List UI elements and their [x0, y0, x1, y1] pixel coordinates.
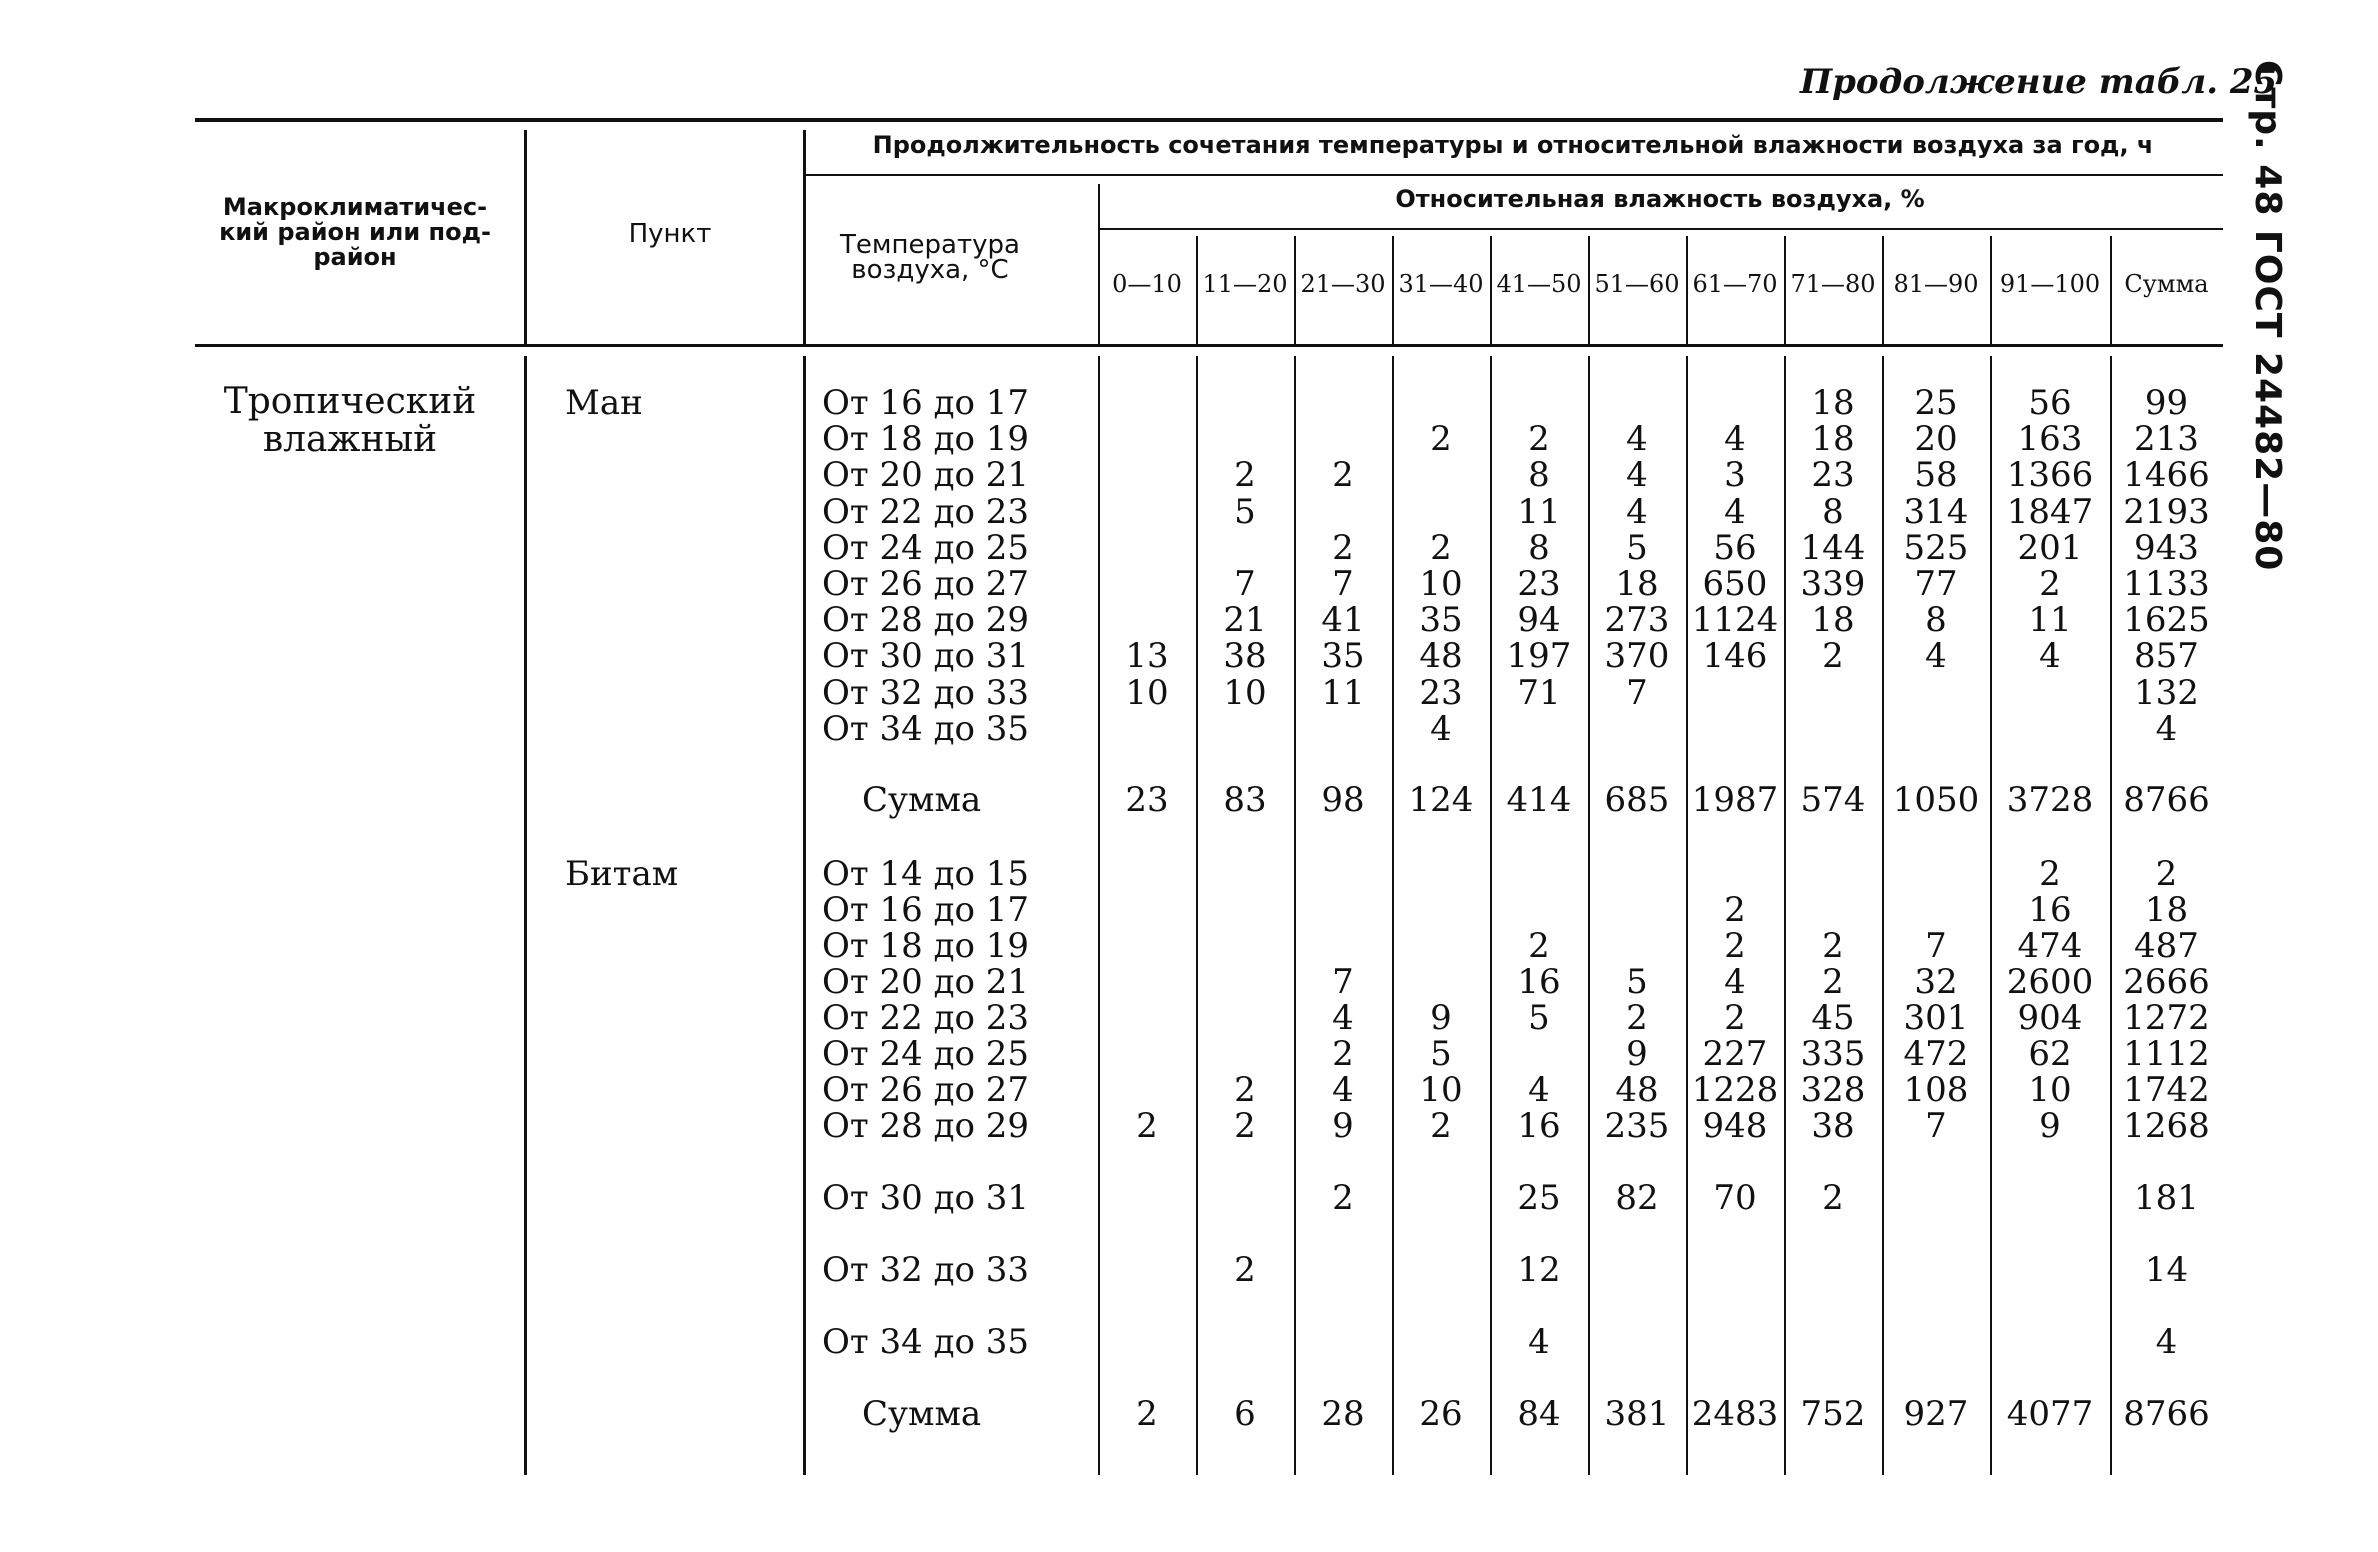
- temperature-range: От 24 до 25: [822, 1034, 1030, 1074]
- table-cell: 8: [1528, 455, 1550, 496]
- table-cell: 4: [2155, 708, 2178, 749]
- table-cell: 83: [1223, 780, 1267, 820]
- table-cell: 12: [1517, 1250, 1561, 1290]
- table-cell: 201: [2017, 527, 2083, 568]
- sum-label: Сумма: [862, 1394, 982, 1434]
- table-cell: 84: [1517, 1394, 1561, 1434]
- temperature-range: От 34 до 35: [822, 1322, 1030, 1362]
- table-cell: 3728: [2006, 780, 2094, 820]
- table-cell: 9: [2039, 1106, 2061, 1146]
- table-cell: 4: [1626, 491, 1648, 532]
- table-cell: 4: [1724, 419, 1746, 460]
- table-cell: 20: [1914, 419, 1958, 460]
- temperature-range: От 24 до 25: [822, 527, 1030, 568]
- main-header: Продолжительность сочетания температуры и относительной влажности воздуха за год, ч: [872, 131, 2154, 159]
- column-header: 0—10: [1112, 270, 1182, 298]
- sum-row: [0, 1396, 2378, 1432]
- table-cell: 335: [1800, 1034, 1866, 1074]
- table-cell: 146: [1702, 636, 1768, 677]
- temperature-range: От 18 до 19: [822, 419, 1030, 460]
- table-cell: 10: [1419, 564, 1463, 604]
- temperature-range: От 28 до 29: [822, 1106, 1030, 1146]
- column-header: 51—60: [1594, 270, 1680, 298]
- humidity-header: Относительная влажность воздуха, %: [1395, 185, 1925, 213]
- table-cell: 2: [1528, 926, 1550, 966]
- table-cell: 77: [1914, 564, 1958, 604]
- station-header: Пункт: [628, 219, 712, 249]
- column-header: 61—70: [1692, 270, 1778, 298]
- table-row: [0, 708, 2378, 749]
- table-cell: 1133: [2123, 564, 2210, 604]
- table-cell: 301: [1903, 998, 1969, 1038]
- temperature-range: От 20 до 21: [822, 962, 1030, 1002]
- temperature-range: От 14 до 15: [822, 854, 1030, 894]
- main-header-rule: [805, 174, 2223, 176]
- region-header: Макроклиматичес-кий район или под-район: [219, 193, 491, 271]
- table-cell: 16: [1517, 962, 1561, 1002]
- table-cell: 2: [1430, 1106, 1452, 1146]
- table-cell: 1228: [1691, 1070, 1779, 1110]
- table-cell: 25: [1914, 383, 1958, 423]
- table-cell: 10: [2028, 1070, 2072, 1110]
- column-divider: [1294, 236, 1296, 344]
- column-header: 11—20: [1202, 270, 1288, 298]
- header-bottom-rule: [195, 344, 2223, 347]
- table-cell: 2600: [2006, 962, 2094, 1002]
- table-cell: 2: [1234, 1106, 1256, 1146]
- column-divider: [2110, 236, 2112, 344]
- table-cell: 2: [1332, 527, 1354, 568]
- table-cell: 235: [1604, 1106, 1670, 1146]
- table-cell: 314: [1903, 491, 1969, 532]
- sidebar-label: Стр. 48 ГОСТ 24482—80: [2247, 60, 2288, 572]
- temperature-range: От 22 до 23: [822, 491, 1030, 532]
- table-cell: 4: [1528, 1070, 1550, 1110]
- table-cell: 2483: [1691, 1394, 1779, 1434]
- table-cell: 525: [1903, 527, 1969, 568]
- table-cell: 21: [1223, 600, 1267, 641]
- column-header: 31—40: [1398, 270, 1484, 298]
- table-cell: 2: [1724, 890, 1746, 930]
- temperature-range: От 30 до 31: [822, 1178, 1030, 1218]
- table-cell: 4: [2155, 1322, 2178, 1362]
- table-cell: 4: [1626, 419, 1648, 460]
- column-divider: [1990, 236, 1992, 344]
- temperature-range: От 20 до 21: [822, 455, 1030, 496]
- table-cell: 339: [1800, 564, 1866, 604]
- table-cell: 2: [2155, 854, 2178, 894]
- table-cell: 7: [1332, 962, 1354, 1002]
- table-cell: 5: [1626, 527, 1648, 568]
- table-cell: 943: [2134, 527, 2199, 568]
- temperature-range: От 16 до 17: [822, 383, 1030, 423]
- table-cell: 38: [1811, 1106, 1855, 1146]
- table-cell: 4: [1925, 636, 1947, 677]
- column-divider: [1196, 236, 1198, 344]
- table-cell: 9: [1430, 998, 1452, 1038]
- table-cell: 18: [1615, 564, 1659, 604]
- table-row: [0, 1000, 2378, 1036]
- table-cell: 18: [1811, 600, 1855, 641]
- table-cell: 23: [1419, 672, 1463, 713]
- table-cell: 7: [1234, 564, 1256, 604]
- table-row: [0, 964, 2378, 1000]
- table-row: [0, 527, 2378, 568]
- table-row: [0, 1108, 2378, 1144]
- table-cell: 32: [1914, 962, 1958, 1002]
- table-cell: 1742: [2123, 1070, 2210, 1110]
- table-cell: 45: [1811, 998, 1855, 1038]
- temperature-range: От 32 до 33: [822, 672, 1030, 713]
- table-cell: 8: [1822, 491, 1844, 532]
- table-cell: 4: [1626, 455, 1648, 496]
- table-cell: 197: [1506, 636, 1572, 677]
- table-cell: 98: [1321, 780, 1365, 820]
- temperature-range: От 26 до 27: [822, 564, 1030, 604]
- table-cell: 227: [1702, 1034, 1768, 1074]
- table-cell: 144: [1800, 527, 1866, 568]
- table-cell: 1268: [2123, 1106, 2210, 1146]
- table-row: [0, 566, 2378, 602]
- table-row: [0, 672, 2378, 713]
- table-cell: 6: [1234, 1394, 1256, 1434]
- table-cell: 26: [1419, 1394, 1463, 1434]
- table-cell: 2: [1822, 926, 1844, 966]
- table-cell: 2: [1528, 419, 1550, 460]
- table-cell: 487: [2134, 926, 2199, 966]
- table-cell: 5: [1528, 998, 1550, 1038]
- temperature-range: От 18 до 19: [822, 926, 1030, 966]
- column-divider: [803, 130, 806, 344]
- table-cell: 23: [1517, 564, 1561, 604]
- table-cell: 752: [1800, 1394, 1866, 1434]
- table-cell: 99: [2144, 383, 2189, 423]
- table-cell: 1366: [2006, 455, 2094, 496]
- table-cell: 927: [1903, 1394, 1969, 1434]
- table-cell: 62: [2028, 1034, 2072, 1074]
- table-cell: 25: [1517, 1178, 1561, 1218]
- table-cell: 48: [1615, 1070, 1659, 1110]
- table-cell: 2: [1822, 1178, 1844, 1218]
- temperature-range: От 34 до 35: [822, 708, 1030, 749]
- table-cell: 1124: [1691, 600, 1779, 641]
- table-cell: 18: [2144, 890, 2189, 930]
- table-cell: 124: [1408, 780, 1474, 820]
- station-name: Битам: [565, 854, 679, 894]
- table-cell: 4: [1528, 1322, 1550, 1362]
- table-cell: 2: [1234, 1070, 1256, 1110]
- table-row: [0, 491, 2378, 532]
- table-cell: 35: [1419, 600, 1463, 641]
- table-row: [0, 856, 2378, 892]
- table-cell: 4: [1332, 998, 1354, 1038]
- column-header: 81—90: [1893, 270, 1979, 298]
- station-name: Ман: [565, 383, 643, 423]
- table-cell: 4077: [2006, 1394, 2094, 1434]
- table-cell: 38: [1223, 636, 1267, 677]
- table-cell: 2: [1234, 1250, 1256, 1290]
- table-cell: 7: [1332, 564, 1354, 604]
- table-cell: 2: [1136, 1394, 1158, 1434]
- column-divider: [524, 130, 527, 344]
- table-cell: 381: [1604, 1394, 1670, 1434]
- table-cell: 94: [1517, 600, 1561, 641]
- column-divider: [1392, 236, 1394, 344]
- column-header: 91—100: [1999, 270, 2101, 298]
- table-cell: 5: [1234, 491, 1256, 532]
- table-row: [0, 600, 2378, 641]
- table-row: [0, 385, 2378, 421]
- table-cell: 2: [1626, 998, 1648, 1038]
- column-divider: [1882, 236, 1884, 344]
- table-cell: 7: [1925, 926, 1947, 966]
- table-cell: 213: [2134, 419, 2199, 460]
- table-cell: 4: [1724, 962, 1746, 1002]
- temperature-range: От 32 до 33: [822, 1250, 1030, 1290]
- table-cell: 16: [2028, 890, 2072, 930]
- table-cell: 4: [1430, 708, 1452, 749]
- table-cell: 685: [1604, 780, 1670, 820]
- temperature-range: От 28 до 29: [822, 600, 1030, 641]
- table-cell: 2: [1332, 455, 1354, 496]
- table-cell: 11: [1321, 672, 1365, 713]
- table-cell: 9: [1626, 1034, 1648, 1074]
- table-cell: 3: [1724, 455, 1746, 496]
- table-cell: 70: [1713, 1178, 1757, 1218]
- table-cell: 2: [2039, 564, 2061, 604]
- table-caption: Продолжение табл. 25: [1800, 62, 2278, 102]
- table-cell: 18: [1811, 419, 1855, 460]
- table-cell: 9: [1332, 1106, 1354, 1146]
- sum-row: [0, 782, 2378, 818]
- table-cell: 2: [1332, 1178, 1354, 1218]
- table-cell: 474: [2017, 926, 2083, 966]
- table-cell: 948: [1702, 1106, 1768, 1146]
- table-row: [0, 1180, 2378, 1216]
- table-cell: 11: [1517, 491, 1561, 532]
- column-header: 21—30: [1300, 270, 1386, 298]
- table-cell: 163: [2017, 419, 2083, 460]
- table-cell: 472: [1903, 1034, 1969, 1074]
- table-cell: 41: [1321, 600, 1365, 641]
- humidity-header-rule: [1098, 228, 2223, 230]
- table-cell: 1050: [1892, 780, 1980, 820]
- table-cell: 8: [1528, 527, 1550, 568]
- column-divider: [1490, 236, 1492, 344]
- table-cell: 2: [1822, 636, 1844, 677]
- table-cell: 8: [1925, 600, 1947, 641]
- table-cell: 2: [1822, 962, 1844, 1002]
- table-cell: 414: [1506, 780, 1572, 820]
- table-cell: 4: [2039, 636, 2061, 677]
- table-cell: 2666: [2123, 962, 2210, 1002]
- table-cell: 1987: [1691, 780, 1779, 820]
- temperature-range: От 16 до 17: [822, 890, 1030, 930]
- table-cell: 2: [2039, 854, 2061, 894]
- temperature-range: От 22 до 23: [822, 998, 1030, 1038]
- table-row: [0, 455, 2378, 496]
- table-row: [0, 1252, 2378, 1288]
- column-divider: [1098, 184, 1100, 344]
- table-row: [0, 1324, 2378, 1360]
- table-cell: 35: [1321, 636, 1365, 677]
- table-cell: 1625: [2123, 600, 2210, 641]
- table-cell: 4: [1724, 491, 1746, 532]
- table-row: [0, 1036, 2378, 1072]
- table-cell: 2: [1724, 926, 1746, 966]
- table-cell: 328: [1800, 1070, 1866, 1110]
- table-cell: 2: [1430, 419, 1452, 460]
- table-cell: 904: [2017, 998, 2083, 1038]
- sum-label: Сумма: [862, 780, 982, 820]
- table-cell: 2: [1332, 1034, 1354, 1074]
- table-cell: 4: [1332, 1070, 1354, 1110]
- column-header: 71—80: [1790, 270, 1876, 298]
- table-cell: 11: [2028, 600, 2072, 641]
- table-cell: 58: [1914, 455, 1958, 496]
- temperature-header: Температура воздуха, °С: [840, 230, 1020, 285]
- table-cell: 82: [1615, 1178, 1659, 1218]
- table-cell: 1847: [2006, 491, 2094, 532]
- table-cell: 28: [1321, 1394, 1365, 1434]
- table-cell: 8766: [2123, 780, 2210, 820]
- table-cell: 2: [1136, 1106, 1158, 1146]
- column-header: Сумма: [2124, 270, 2209, 298]
- table-cell: 56: [1713, 527, 1757, 568]
- table-cell: 10: [1419, 1070, 1463, 1110]
- table-cell: 857: [2134, 636, 2199, 677]
- temperature-range: От 30 до 31: [822, 636, 1030, 677]
- table-cell: 5: [1626, 962, 1648, 1002]
- table-cell: 108: [1903, 1070, 1969, 1110]
- table-cell: 13: [1125, 636, 1169, 677]
- table-cell: 56: [2028, 383, 2072, 423]
- table-cell: 7: [1925, 1106, 1947, 1146]
- table-cell: 370: [1604, 636, 1670, 677]
- table-cell: 2: [1430, 527, 1452, 568]
- table-row: [0, 636, 2378, 677]
- table-cell: 2: [1234, 455, 1256, 496]
- table-cell: 650: [1702, 564, 1768, 604]
- table-cell: 181: [2134, 1178, 2199, 1218]
- table-cell: 7: [1626, 672, 1648, 713]
- table-cell: 5: [1430, 1034, 1452, 1074]
- table-cell: 10: [1223, 672, 1267, 713]
- table-cell: 1272: [2123, 998, 2210, 1038]
- table-row: [0, 928, 2378, 964]
- table-cell: 48: [1419, 636, 1463, 677]
- table-cell: 2: [1724, 998, 1746, 1038]
- table-cell: 23: [1811, 455, 1855, 496]
- table-cell: 132: [2134, 672, 2199, 713]
- table-cell: 10: [1125, 672, 1169, 713]
- table-cell: 14: [2144, 1250, 2189, 1290]
- column-header: 41—50: [1496, 270, 1582, 298]
- column-divider: [1588, 236, 1590, 344]
- table-row: [0, 1072, 2378, 1108]
- table-cell: 1466: [2123, 455, 2210, 496]
- table-cell: 574: [1800, 780, 1866, 820]
- top-rule: [195, 118, 2223, 122]
- table-cell: 18: [1811, 383, 1855, 423]
- table-cell: 1112: [2123, 1034, 2210, 1074]
- table-row: [0, 892, 2378, 928]
- table-cell: 273: [1604, 600, 1670, 641]
- table-cell: 2193: [2123, 491, 2210, 532]
- temperature-range: От 26 до 27: [822, 1070, 1030, 1110]
- column-divider: [1784, 236, 1786, 344]
- table-cell: 23: [1125, 780, 1169, 820]
- table-cell: 16: [1517, 1106, 1561, 1146]
- region-label: Тропический влажный: [223, 381, 477, 460]
- table-cell: 71: [1517, 672, 1561, 713]
- column-divider: [1686, 236, 1688, 344]
- table-cell: 8766: [2123, 1394, 2210, 1434]
